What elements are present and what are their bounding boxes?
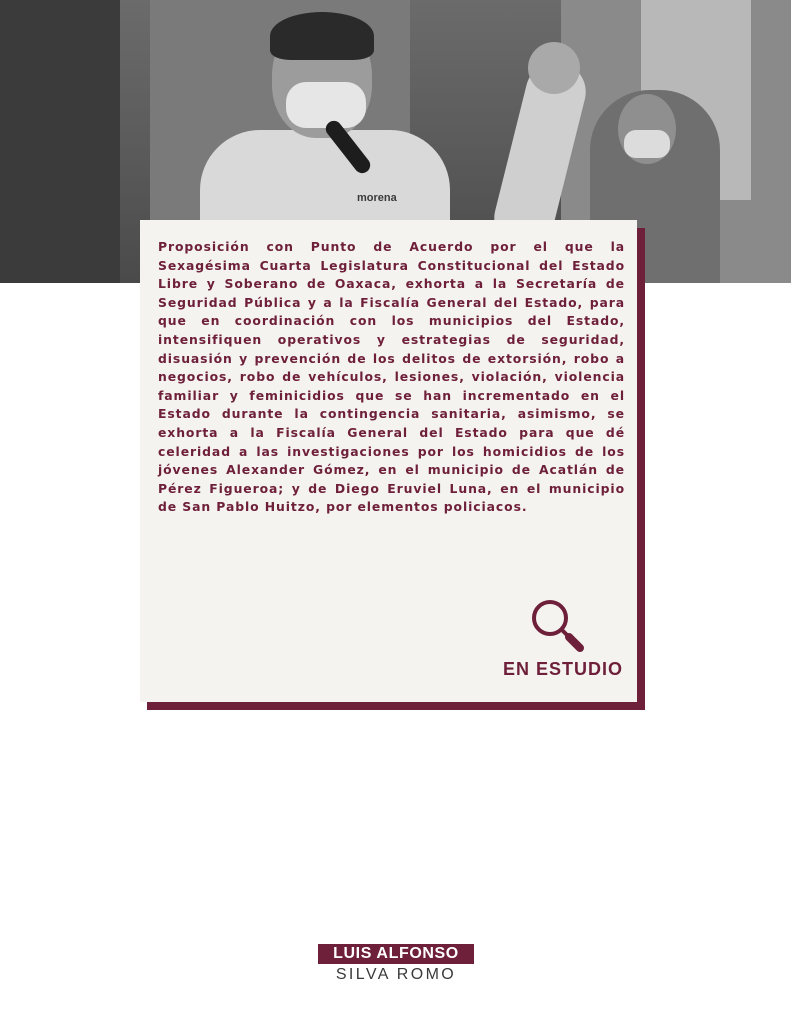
photo-shirt-logo: morena	[357, 192, 397, 204]
photo-background-wall	[0, 0, 120, 283]
proposal-card	[140, 220, 637, 702]
photo-speaker-fist	[528, 42, 580, 94]
photo-speaker-mask	[286, 82, 366, 128]
brand-name-first: LUIS ALFONSO	[318, 944, 474, 964]
brand-name-last: SILVA ROMO	[335, 966, 457, 983]
photo-speaker-hair	[270, 12, 374, 60]
proposal-text: Proposición con Punto de Acuerdo por el que la Sexagésima Cuarta Legislatura Constitucional del Estado Libre y Soberano de Oaxaca, exhorta a la Secretaría de Seguridad Pública y a la Fiscalía General del Estado, para que en coordinación con los municipios del Estado, intensifiquen operativos y estrategias de seguridad, disuasión y prevención de los delitos de extorsión, robo a negocios, robo de vehículos, lesiones, violación, violencia familiar y feminicidios que se han incrementado en el Estado durante la contingencia sanitaria, asimismo, se exhorta a la Fiscalía General del Estado para que dé celeridad a las investigaciones por los homicidios de los jóvenes Alexander Gómez, en el municipio de Acatlán de Pérez Figueroa; y de Diego Eruviel Luna, en el municipio de San Pablo Huitzo, por elementos policiacos.	[158, 239, 625, 515]
photo-background-person-mask	[624, 130, 670, 158]
status-label: EN ESTUDIO	[502, 659, 623, 679]
magnifying-glass-icon	[530, 598, 586, 654]
brand-logo	[318, 944, 474, 986]
